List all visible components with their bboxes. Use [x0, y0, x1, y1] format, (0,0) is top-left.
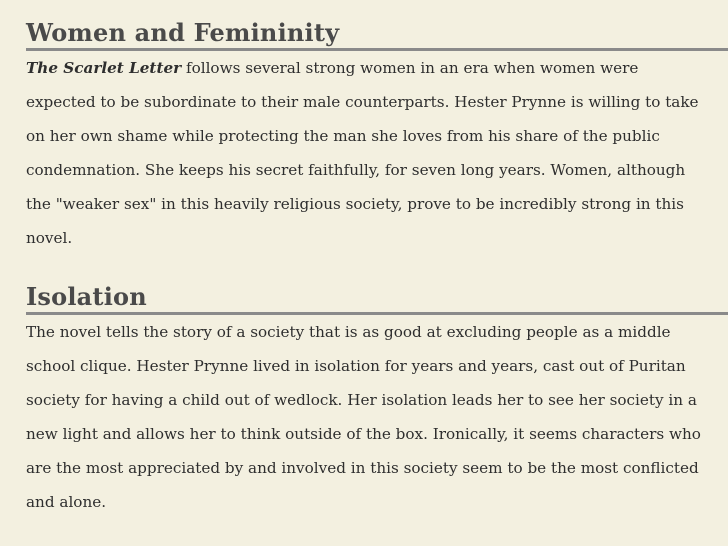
section-body — [0, 51, 728, 255]
section-heading: Women and Femininity — [26, 18, 340, 47]
section-body-text: follows several strong women in an era when women were expected to be subordinate to their male counterparts. Hester Prynne is willing to take on her own shame while protecting the man she loves from his share of the public condemnation. She keeps his secret faithfully, for seven long years. Women, although the "weaker sex" in this heavily religious society, prove to be incredibly strong in this novel. — [26, 59, 699, 247]
section-isolation — [0, 282, 728, 519]
section-body-text: The novel tells the story of a society that is as good at excluding people as a middle school clique. Hester Prynne lived in isolation for years and years, cast out of Puritan society for having a child out of wedlock. Her isolation leads her to see her society in a new light and allows her to think outside of the box. Ironically, it seems characters who are the most appreciated by and involved in this society seem to be the most conflicted and alone. — [26, 323, 701, 511]
section-heading: Isolation — [26, 282, 147, 311]
book-title: The Scarlet Letter — [26, 59, 182, 77]
section-women-and-femininity — [0, 18, 728, 255]
